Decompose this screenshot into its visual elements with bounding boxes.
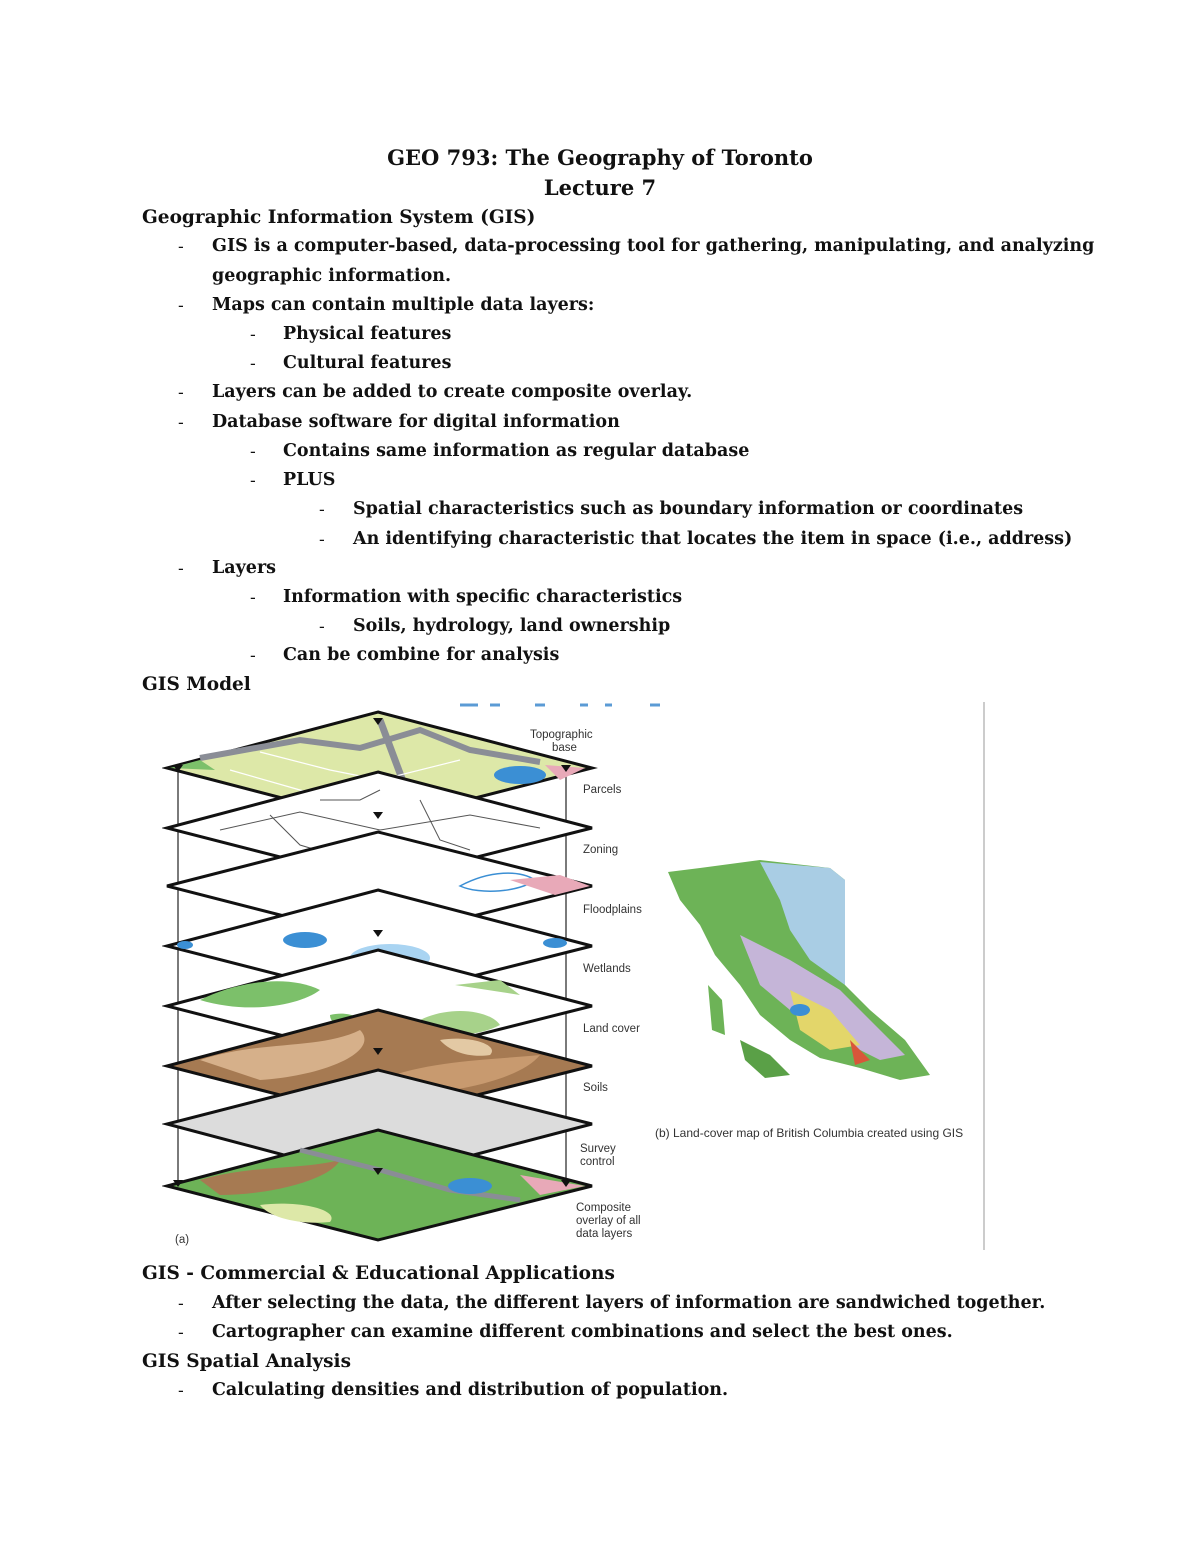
section-heading-spatial-analysis: GIS Spatial Analysis (142, 1351, 351, 1372)
section-heading-applications: GIS - Commercial & Educational Applications (142, 1263, 615, 1284)
bullet-dash: - (178, 413, 184, 433)
list-item: Calculating densities and distribution of population. (212, 1380, 729, 1400)
bullet-dash: - (250, 442, 256, 462)
label-soils: Soils (583, 1082, 608, 1094)
list-item: Can be combine for analysis (283, 645, 560, 665)
list-item: Contains same information as regular database (283, 441, 750, 461)
label-wetlands: Wetlands (583, 963, 631, 975)
label-survey-control: Survey control (580, 1143, 616, 1168)
bullet-dash: - (250, 354, 256, 374)
section-heading-gis-model: GIS Model (142, 674, 251, 695)
bullet-dash: - (178, 383, 184, 403)
label-zoning: Zoning (583, 844, 619, 856)
list-item: An identifying characteristic that locates the item in space (i.e., address) (353, 529, 1073, 549)
list-item: After selecting the data, the different layers of information are sandwiched together. (212, 1293, 1046, 1313)
section-heading-gis: Geographic Information System (GIS) (142, 207, 536, 228)
bullet-dash: - (319, 617, 325, 637)
bullet-dash: - (178, 1323, 184, 1343)
list-item: GIS is a computer-based, data-processing tool for gathering, manipulating, and analyzing (212, 236, 1095, 256)
list-item: Physical features (283, 324, 452, 344)
list-item: Maps can contain multiple data layers: (212, 295, 595, 315)
label-panel-a: (a) (175, 1234, 190, 1246)
list-item: Cultural features (283, 353, 452, 373)
list-item: Soils, hydrology, land ownership (353, 616, 671, 636)
list-item: Database software for digital information (212, 412, 620, 432)
bullet-dash: - (250, 325, 256, 345)
list-item: PLUS (283, 470, 336, 490)
bullet-dash: - (250, 588, 256, 608)
gis-model-figure (162, 698, 992, 1253)
bc-land-cover-map (668, 860, 930, 1080)
list-item: Cartographer can examine different combinations and select the best ones. (212, 1322, 953, 1342)
label-floodplains: Floodplains (583, 904, 642, 916)
caption-bc-map: (b) Land-cover map of British Columbia created using GIS (655, 1126, 964, 1140)
bullet-dash: - (319, 530, 325, 550)
bullet-dash: - (319, 500, 325, 520)
bullet-dash: - (178, 296, 184, 316)
list-item: Layers (212, 558, 277, 578)
list-item: geographic information. (212, 266, 452, 286)
lecture-subtitle: Lecture 7 (543, 175, 657, 200)
list-item: Information with specific characteristics (283, 587, 683, 607)
layer-composite (167, 1130, 592, 1240)
bullet-dash: - (178, 559, 184, 579)
bullet-dash: - (178, 1381, 184, 1401)
list-item: Layers can be added to create composite overlay. (212, 382, 693, 402)
label-parcels: Parcels (583, 784, 622, 796)
list-item: Spatial characteristics such as boundary information or coordinates (353, 499, 1024, 519)
bullet-dash: - (178, 237, 184, 257)
label-composite-overlay: Composite overlay of all data layers (576, 1202, 641, 1240)
bullet-dash: - (250, 646, 256, 666)
bullet-dash: - (250, 471, 256, 491)
label-topographic-base: Topographic base (530, 729, 593, 754)
page-title: GEO 793: The Geography of Toronto (387, 145, 813, 170)
label-land-cover: Land cover (583, 1023, 640, 1035)
bullet-dash: - (178, 1294, 184, 1314)
